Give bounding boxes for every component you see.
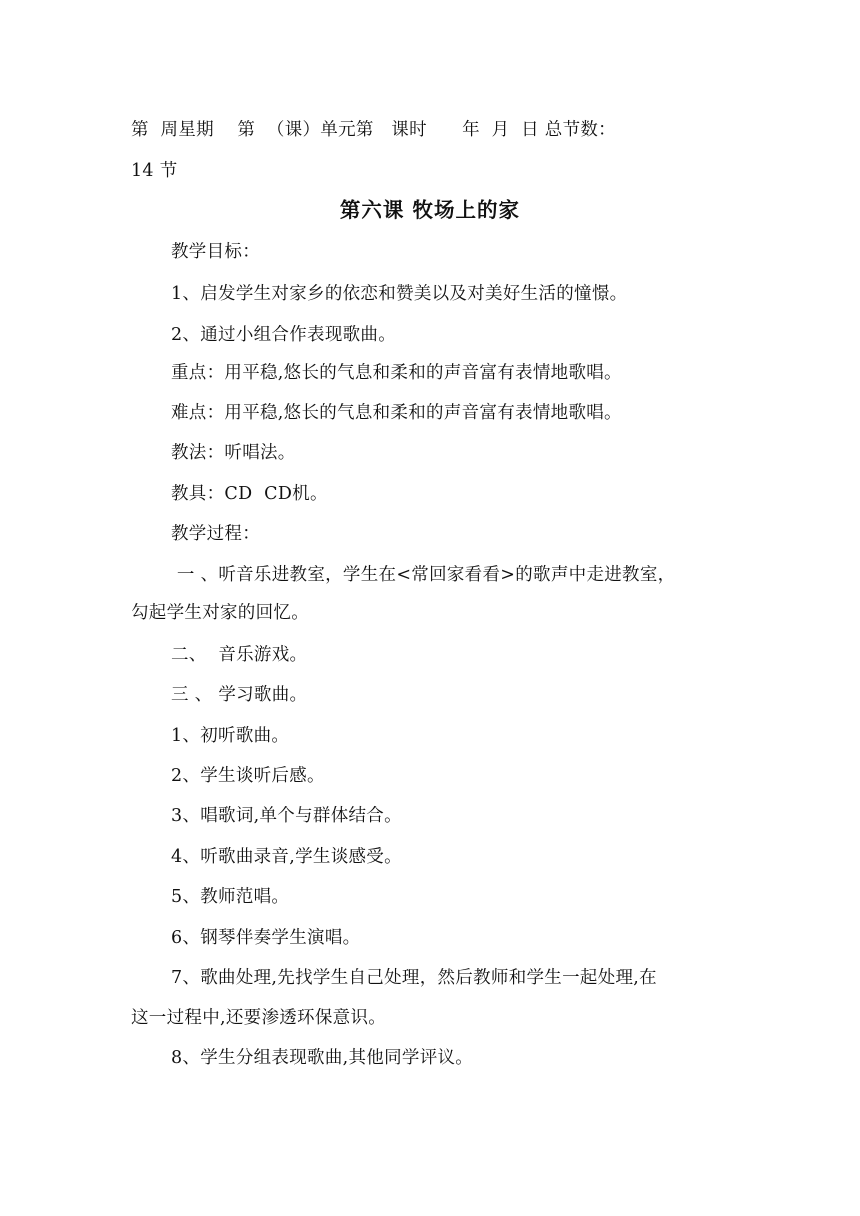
paragraph: 4、听歌曲录音,学生谈感受。 — [171, 847, 402, 867]
paragraph: 一 、听音乐进教室，学生在<常回家看看>的歌声中走进教室， — [171, 565, 676, 585]
paragraph: 教学目标： — [171, 242, 260, 262]
paragraph: 难点：用平稳,悠长的气息和柔和的声音富有表情地歌唱。 — [171, 403, 622, 423]
paragraph: 重点：用平稳,悠长的气息和柔和的声音富有表情地歌唱。 — [171, 363, 622, 383]
paragraph: 5、教师范唱。 — [171, 887, 290, 907]
header-line-2: 14 节 — [131, 161, 178, 181]
paragraph-continuation: 勾起学生对家的回忆。 — [131, 603, 309, 623]
paragraph: 6、钢琴伴奏学生演唱。 — [171, 928, 361, 948]
paragraph: 8、学生分组表现歌曲,其他同学评议。 — [171, 1048, 474, 1068]
paragraph: 7、歌曲处理,先找学生自己处理，然后教师和学生一起处理,在 — [171, 968, 657, 988]
paragraph: 三 、 学习歌曲。 — [171, 685, 308, 705]
paragraph-continuation: 这一过程中,还要渗透环保意识。 — [131, 1008, 387, 1028]
paragraph: 教学过程： — [171, 524, 260, 544]
paragraph: 教法：听唱法。 — [171, 443, 296, 463]
paragraph: 二、 音乐游戏。 — [171, 645, 308, 665]
lesson-title: 第六课 牧场上的家 — [339, 198, 521, 222]
paragraph: 2、学生谈听后感。 — [171, 766, 325, 786]
paragraph: 2、通过小组合作表现歌曲。 — [171, 325, 397, 345]
paragraph: 3、唱歌词,单个与群体结合。 — [171, 806, 402, 826]
paragraph: 教具：CD CD机。 — [171, 484, 328, 504]
paragraph: 1、启发学生对家乡的依恋和赞美以及对美好生活的憧憬。 — [171, 284, 628, 304]
header-line-1: 第 周星期 第 （课）单元第 课时 年 月 日 总节数： — [131, 120, 616, 140]
paragraph: 1、初听歌曲。 — [171, 726, 290, 746]
